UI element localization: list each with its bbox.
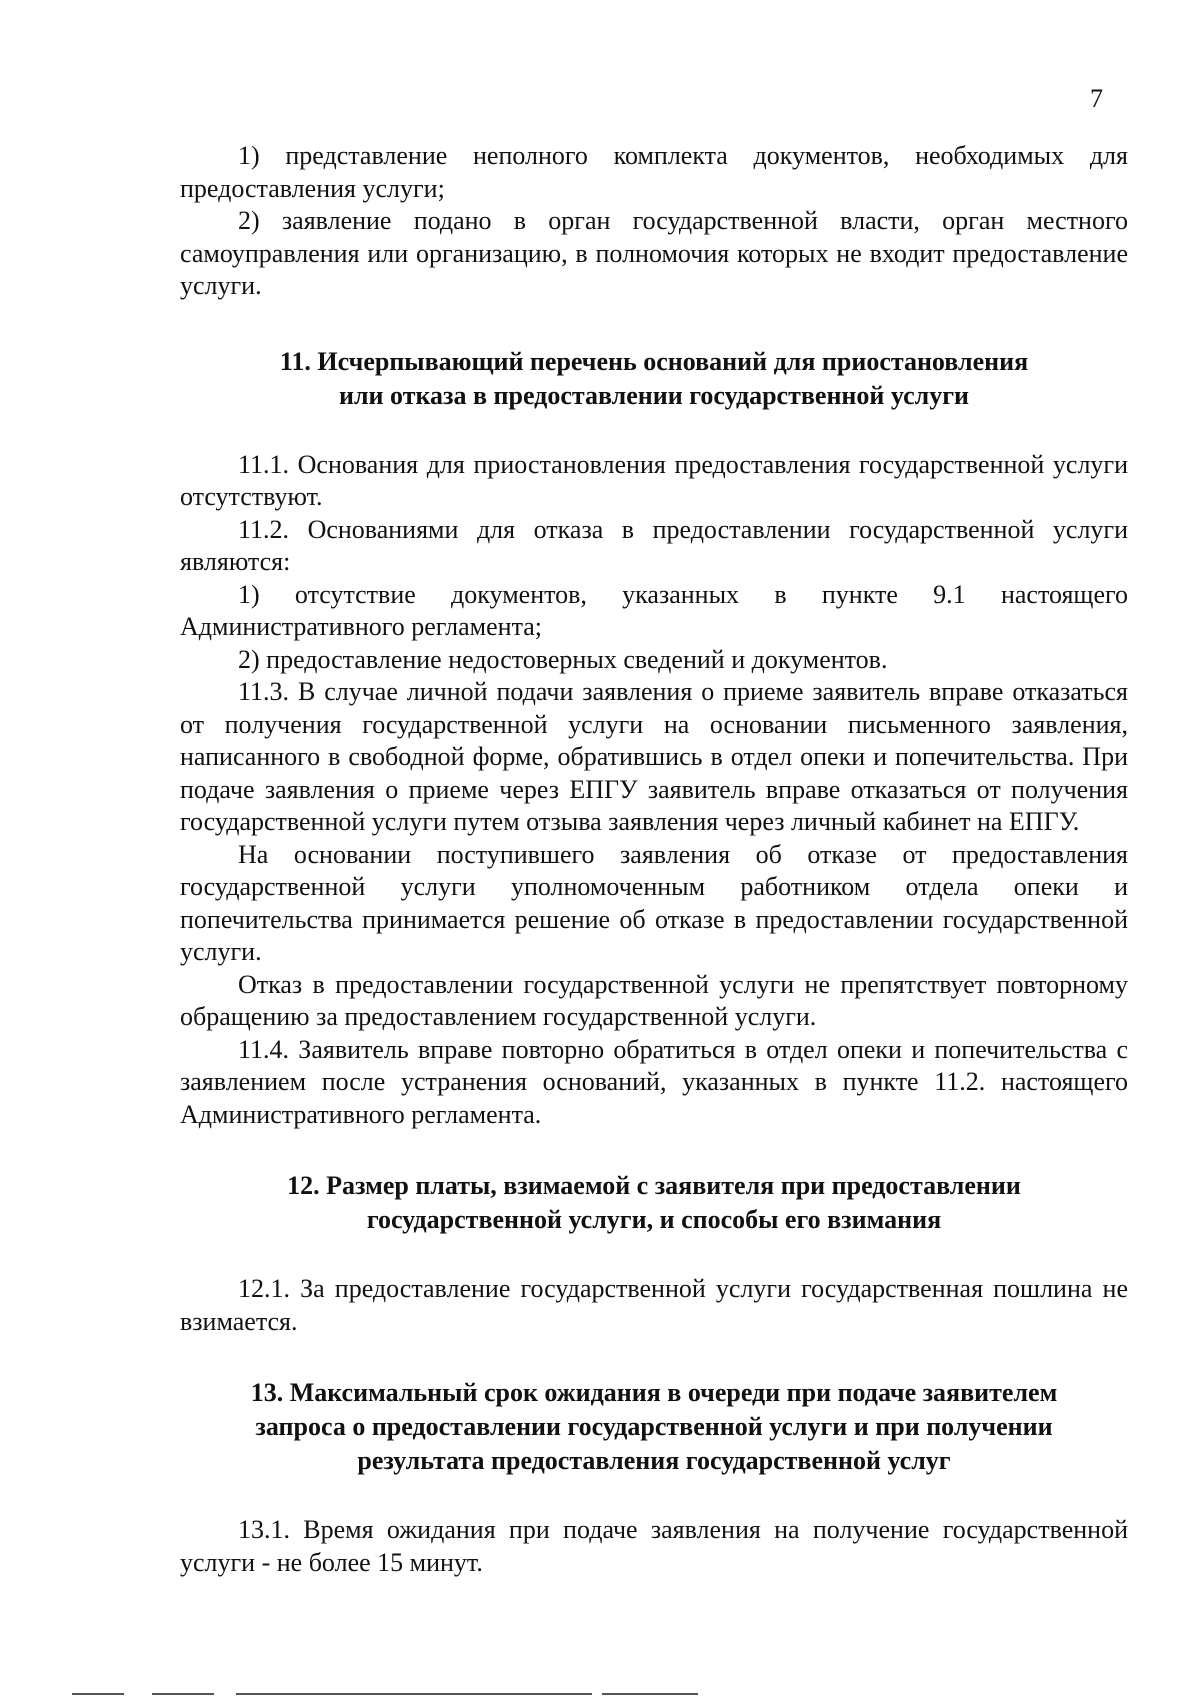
paragraph-13-1: 13.1. Время ожидания при подаче заявления на получение государственной услуги - не более 15 минут. xyxy=(180,1515,1128,1577)
section-heading-line: государственной услуги, и способы его взимания xyxy=(366,1205,942,1234)
list-item-2: 2) заявление подано в орган государственной власти, орган местного самоуправления или организацию, в полномочия которых не входит предоставление услуги. xyxy=(180,206,1128,300)
section-heading-line: запроса о предоставлении государственной услуги и при получении xyxy=(255,1412,1053,1441)
list-item-1: 1) представление неполного комплекта документов, необходимых для предоставления услуги; xyxy=(180,141,1128,203)
document-body xyxy=(180,140,1128,1579)
footer-rule xyxy=(602,1693,698,1695)
footer-rule xyxy=(236,1693,592,1695)
footer-rule xyxy=(72,1693,124,1695)
page-number: 7 xyxy=(1090,84,1103,113)
paragraph: На основании поступившего заявления об отказе от предоставления государственной услуги уполномоченным работником отдела опеки и попечительства принимается решение об отказе в предоставлении государственной услуги. xyxy=(180,839,1128,966)
list-item-2: 2) предоставление недостоверных сведений и документов. xyxy=(238,644,888,674)
paragraph-11-3: 11.3. В случае личной подачи заявления о приеме заявитель вправе отказаться от получения государственной услуги на основании письменного заявления, написанного в свободной форме, обратившись в отдел опеки и попечительства. При подаче заявления о приеме через ЕПГУ заявитель вправе отказаться от получения государственной услуги путем отзыва заявления через личный кабинет на ЕПГУ. xyxy=(180,677,1128,836)
paragraph-11-4: 11.4. Заявитель вправе повторно обратиться в отдел опеки и попечительства с заявлением после устранения оснований, указанных в пункте 11.2. настоящего Административного регламента. xyxy=(180,1034,1128,1129)
section-heading-line: или отказа в предоставлении государственной услуги xyxy=(338,380,970,410)
section-heading-line: результата предоставления государственной услуг xyxy=(357,1446,951,1475)
paragraph-12-1: 12.1. За предоставление государственной услуги государственная пошлина не взимается. xyxy=(180,1274,1128,1336)
section-heading-line: 13. Максимальный срок ожидания в очереди при подаче заявителем xyxy=(250,1378,1058,1407)
footer-rule xyxy=(152,1693,214,1695)
paragraph: Отказ в предоставлении государственной услуги не препятствует повторному обращению за предоставлением государственной услуги. xyxy=(180,969,1128,1031)
section-heading-12 xyxy=(180,1169,1128,1237)
section-heading-13 xyxy=(180,1376,1128,1478)
section-heading-line: 12. Размер платы, взимаемой с заявителя при предоставлении xyxy=(287,1171,1021,1200)
paragraph-11-2: 11.2. Основаниями для отказа в предоставлении государственной услуги являются: xyxy=(180,514,1128,576)
section-heading-11 xyxy=(180,345,1128,413)
list-item-1: 1) отсутствие документов, указанных в пункте 9.1 настоящего Административного регламента; xyxy=(180,579,1128,641)
section-heading-line: 11. Исчерпывающий перечень оснований для приостановления xyxy=(279,346,1029,376)
paragraph-11-1: 11.1. Основания для приостановления предоставления государственной услуги отсутствуют. xyxy=(180,449,1128,511)
